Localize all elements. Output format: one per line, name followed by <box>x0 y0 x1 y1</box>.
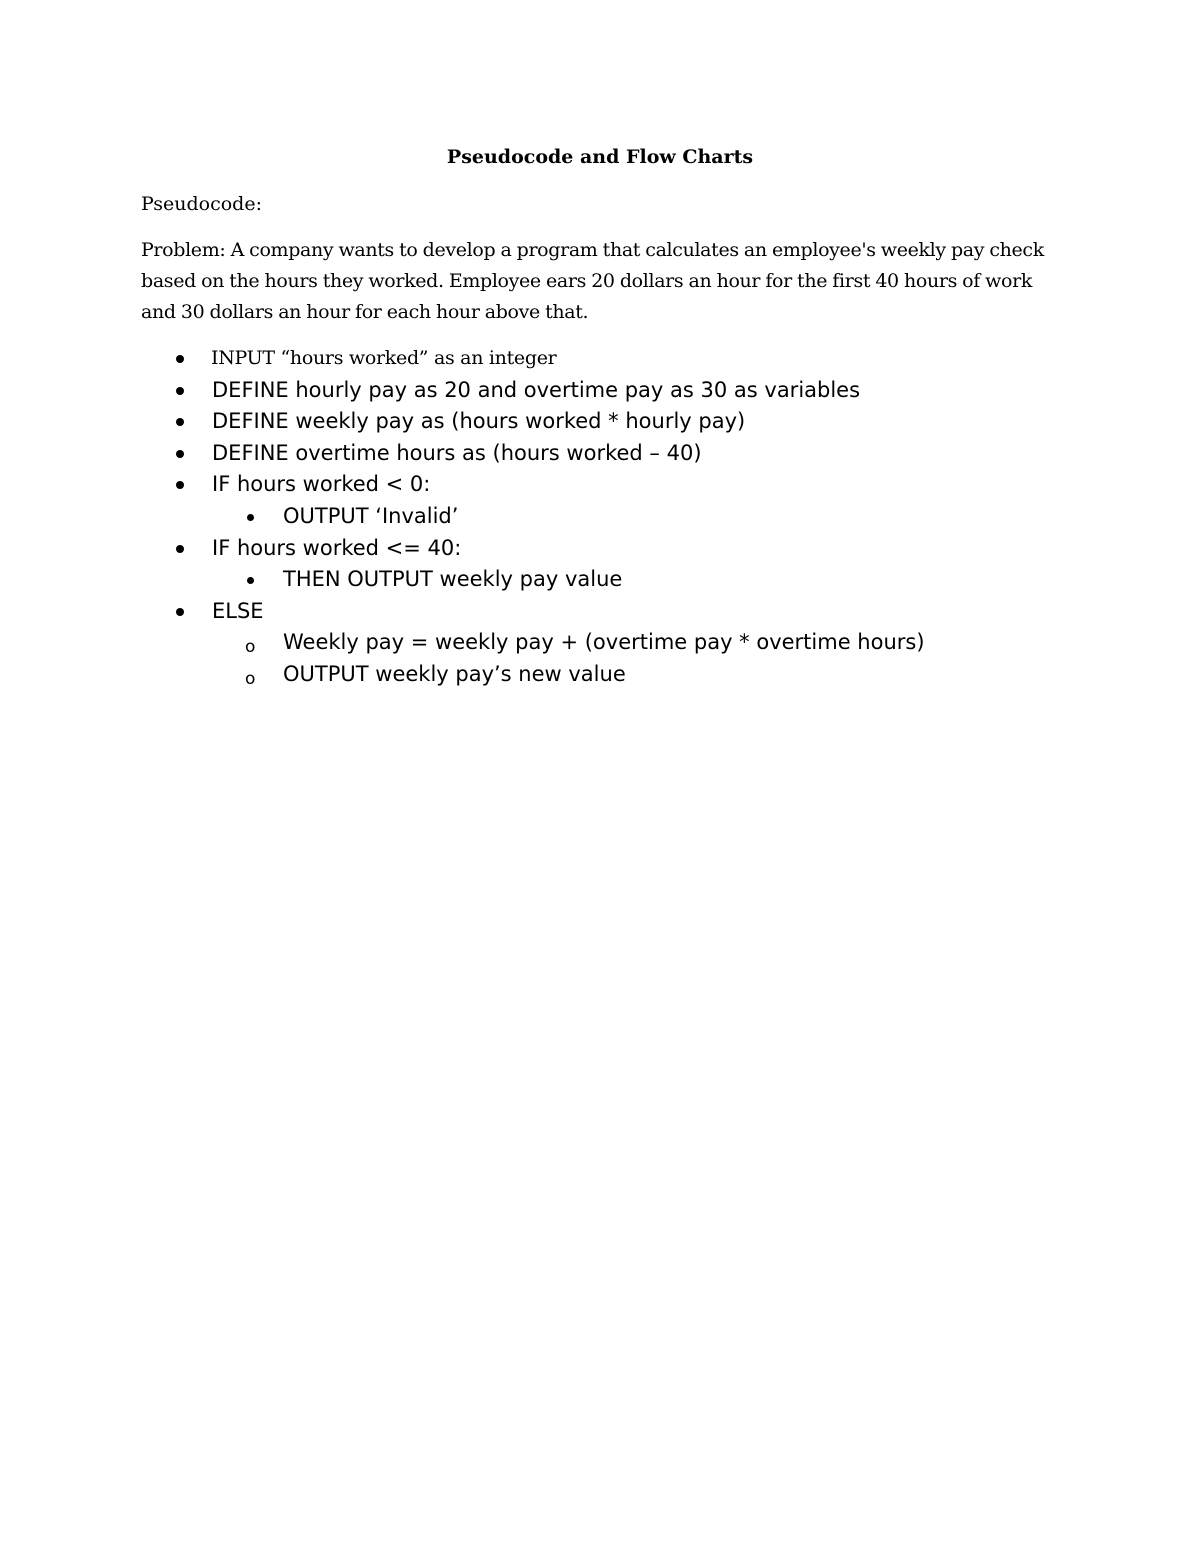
bullet-icon <box>176 608 184 616</box>
step-text: OUTPUT weekly pay’s new value <box>283 661 626 686</box>
list-item <box>0 627 1100 659</box>
bullet-icon <box>176 387 184 395</box>
bullet-icon <box>247 577 254 584</box>
step-text: IF hours worked < 0: <box>212 472 431 497</box>
bullet-icon <box>247 514 254 521</box>
list-item <box>0 501 1100 533</box>
step-text: Weekly pay = weekly pay + (overtime pay * overtime hours) <box>283 630 925 655</box>
list-item <box>0 375 1100 407</box>
hollow-circle-bullet-icon: o <box>245 637 256 658</box>
bullet-icon <box>176 418 184 426</box>
step-text: ELSE <box>212 598 264 623</box>
step-text: INPUT “hours worked” as an integer <box>211 347 557 369</box>
bullet-icon <box>176 355 184 363</box>
bullet-icon <box>176 450 184 458</box>
section-label: Pseudocode: <box>141 193 262 215</box>
bullet-icon <box>176 545 184 553</box>
list-item <box>0 406 1100 438</box>
step-text: OUTPUT ‘Invalid’ <box>283 503 459 528</box>
pseudocode-steps-list <box>0 343 1100 691</box>
document-title: Pseudocode and Flow Charts <box>446 146 754 168</box>
step-text: IF hours worked <= 40: <box>212 535 462 560</box>
step-text: DEFINE hourly pay as 20 and overtime pay as 30 as variables <box>212 377 861 402</box>
list-item <box>0 469 1100 501</box>
step-text: DEFINE overtime hours as (hours worked – 40) <box>212 440 702 465</box>
problem-statement: Problem: A company wants to develop a program that calculates an employee's weekly pay check based on the hours they worked. Employee ears 20 dollars an hour for the first 40 hours of work and 30 dollars an hour for each hour above that. <box>141 239 1044 323</box>
list-item <box>0 564 1100 596</box>
step-text: DEFINE weekly pay as (hours worked * hourly pay) <box>212 409 746 434</box>
hollow-circle-bullet-icon: o <box>245 668 256 689</box>
list-item <box>0 596 1100 628</box>
list-item <box>0 659 1100 691</box>
step-text: THEN OUTPUT weekly pay value <box>283 567 623 592</box>
bullet-icon <box>176 481 184 489</box>
list-item <box>0 533 1100 565</box>
list-item <box>0 438 1100 470</box>
list-item <box>0 343 1100 375</box>
